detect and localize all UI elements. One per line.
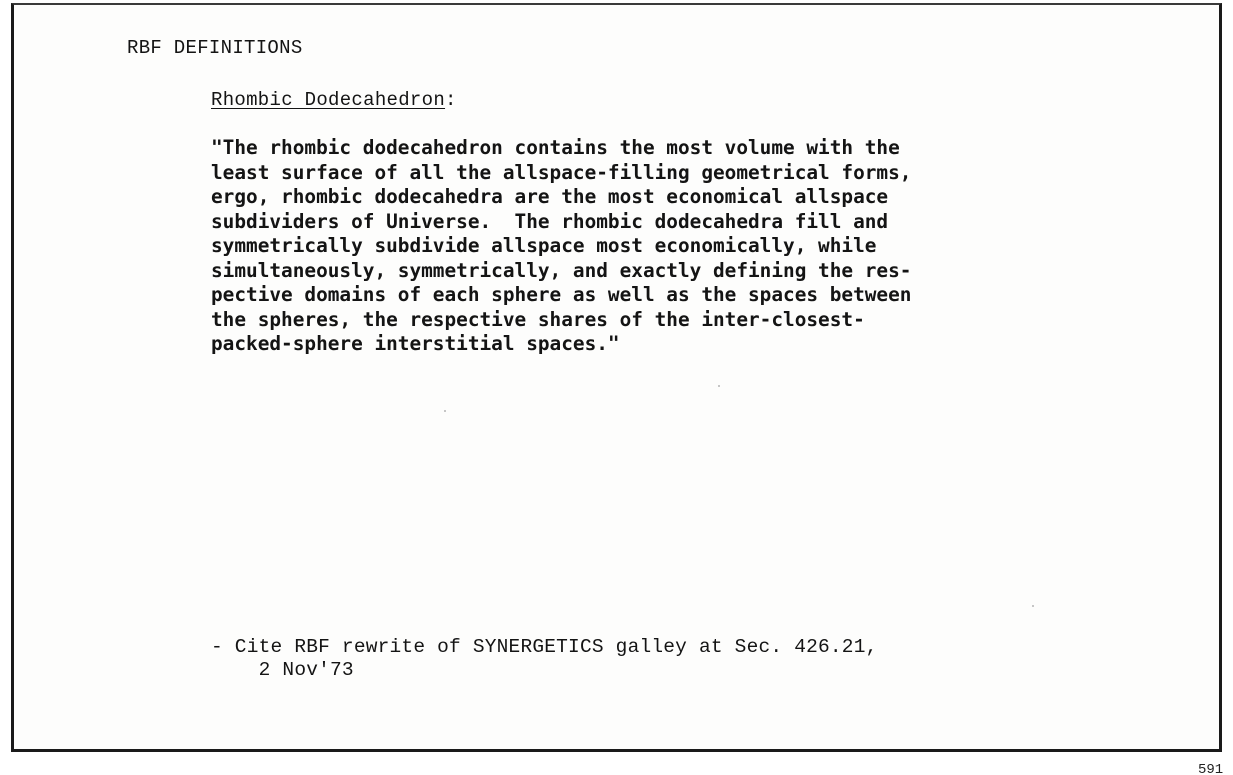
page-number: 591	[1198, 762, 1224, 775]
definition-line: subdividers of Universe. The rhombic dodecahedra fill and	[211, 209, 889, 233]
citation	[211, 636, 878, 682]
definition-line: "The rhombic dodecahedron contains the most volume with the	[211, 136, 900, 159]
definition-card	[11, 3, 1222, 752]
term-name: Rhombic Dodecahedron	[211, 89, 446, 111]
definition-line: pective domains of each sphere as well as the spaces between	[211, 283, 912, 306]
definition-line: the spheres, the respective shares of the inter-closest-	[211, 307, 865, 331]
definition-line: least surface of all the allspace-filling geometrical forms,	[211, 160, 912, 184]
card-heading: RBF DEFINITIONS	[127, 37, 303, 59]
paper-speck	[1032, 605, 1034, 607]
paper-speck	[444, 410, 446, 412]
definition-line: simultaneously, symmetrically, and exactly defining the res-	[211, 258, 912, 282]
definition-line: ergo, rhombic dodecahedra are the most economical allspace	[211, 185, 889, 208]
definition-line: symmetrically subdivide allspace most economically, while	[211, 234, 877, 257]
definition-line: packed-sphere interstitial spaces."	[211, 332, 620, 355]
citation-line: - Cite RBF rewrite of SYNERGETICS galley at Sec. 426.21,	[211, 636, 878, 658]
term-colon: :	[445, 89, 457, 111]
definition-text	[211, 136, 1091, 357]
citation-line: 2 Nov'73	[211, 659, 354, 681]
paper-speck	[718, 385, 720, 387]
term-title	[211, 89, 457, 111]
